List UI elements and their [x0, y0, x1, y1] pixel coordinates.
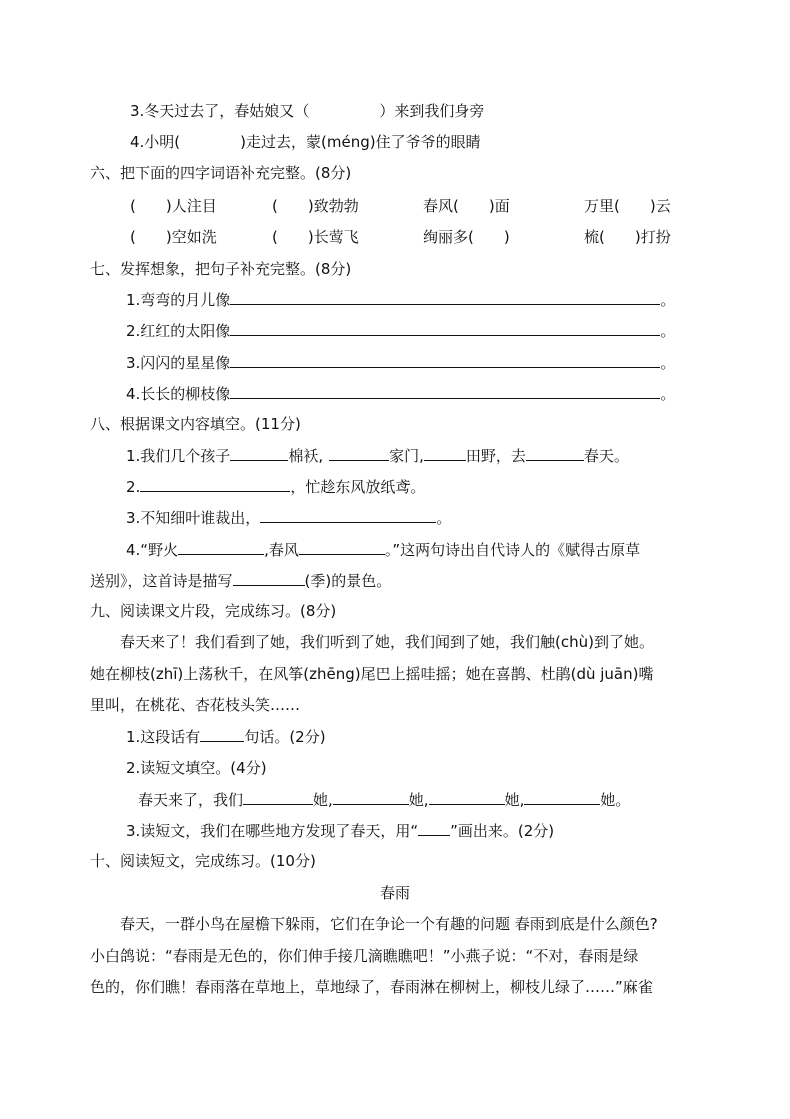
- s8-line-5: [90, 571, 391, 591]
- s7-item-3-blank[interactable]: [230, 353, 660, 368]
- s8-l1-t0: 1.我们几个孩子: [126, 447, 231, 465]
- question-5-3: [130, 101, 484, 121]
- s8-l4-t1: ,春风: [264, 541, 299, 559]
- s10-paragraph-3: 色的，你们瞧！春雨落在草地上，草地绿了，春雨淋在柳树上，柳枝儿绿了……”麻雀: [90, 978, 653, 996]
- s9-question-2: 2.读短文填空。(4分): [126, 759, 267, 777]
- s8-l4-blank-2[interactable]: [299, 540, 385, 555]
- s8-l1-blank-3[interactable]: [424, 446, 466, 461]
- s10-paragraph-1: 春天，一群小鸟在屋檐下躲雨，它们在争论一个有趣的问题 春雨到底是什么颜色?: [120, 915, 658, 933]
- s8-l4-blank-1[interactable]: [178, 540, 264, 555]
- s6-r2-c1[interactable]: ( )空如洗: [130, 228, 217, 246]
- s8-line-2: [126, 477, 425, 497]
- s8-l2-t1: ，忙趁东风放纸鸢。: [290, 478, 426, 496]
- s7-item-3: [126, 353, 675, 373]
- s9-question-1: [126, 727, 326, 747]
- s8-l1-t1: 棉袄,: [288, 447, 324, 465]
- s8-l5-t1: (季)的景色。: [304, 572, 392, 590]
- section-6-heading: 六、把下面的四字词语补充完整。(8分): [90, 164, 352, 182]
- s8-l5-t0: 送别》，这首诗是描写: [90, 572, 233, 590]
- q5-4-text-before: 4.小明(: [130, 133, 181, 151]
- s9-q3-t0: 3.读短文，我们在哪些地方发现了春天，用“: [126, 822, 419, 840]
- s8-l5-blank[interactable]: [233, 571, 305, 586]
- s7-item-1-blank[interactable]: [230, 290, 660, 305]
- s8-line-1: [126, 446, 629, 466]
- s7-item-1: [126, 290, 675, 310]
- s9-paragraph-3: 里叫，在桃花、杏花枝头笑……: [90, 696, 301, 714]
- s9-q3-underline-sample: [418, 821, 450, 836]
- s7-item-4-end: 。: [660, 385, 676, 403]
- section-10-heading: 十、阅读短文，完成练习。(10分): [90, 852, 316, 870]
- s7-item-2: [126, 321, 675, 341]
- s7-item-3-end: 。: [660, 354, 676, 372]
- s9-q2-blank-3[interactable]: [429, 790, 505, 805]
- s9-q2-blank-1[interactable]: [243, 790, 313, 805]
- s9-q2-blank-4[interactable]: [524, 790, 600, 805]
- s7-item-2-end: 。: [660, 322, 676, 340]
- s8-l1-blank-2[interactable]: [329, 446, 389, 461]
- question-5-4: [130, 132, 481, 152]
- s9-q2-blank-2[interactable]: [333, 790, 409, 805]
- s6-r2-c3[interactable]: 绚丽多( ): [423, 228, 510, 246]
- s7-item-1-label: 1.弯弯的月儿像: [126, 291, 231, 309]
- s9-q1-t1: 句话。(2分): [244, 728, 326, 746]
- s9-q2-line: [138, 790, 630, 810]
- s8-l2-blank[interactable]: [140, 477, 290, 492]
- s9-q1-t0: 1.这段话有: [126, 728, 201, 746]
- s8-line-4: [126, 540, 640, 560]
- s8-l3-t0: 3.不知细叶谁裁出，: [126, 509, 261, 527]
- s7-item-4-blank[interactable]: [230, 384, 660, 399]
- s8-line-3: [126, 508, 451, 528]
- s6-r2-c2[interactable]: ( )长莺飞: [272, 228, 359, 246]
- s8-l1-blank-4[interactable]: [526, 446, 584, 461]
- s9-q2-t0: 春天来了，我们: [138, 791, 244, 809]
- s8-l1-t3: 田野，去: [465, 447, 526, 465]
- q5-3-text-after: ）来到我们身旁: [379, 102, 485, 120]
- section-8-heading: 八、根据课文内容填空。(11分): [90, 415, 301, 433]
- s6-r1-c2[interactable]: ( )致勃勃: [272, 197, 359, 215]
- s8-l3-t1: 。: [436, 509, 452, 527]
- s9-q2-t2: 她,: [408, 791, 429, 809]
- s6-r2-c4[interactable]: 梳( )打扮: [584, 228, 671, 246]
- s8-l2-t0: 2.: [126, 478, 141, 496]
- s9-q2-t1: 她,: [313, 791, 333, 809]
- s7-item-4-label: 4.长长的柳枝像: [126, 385, 231, 403]
- s7-item-2-label: 2.红红的太阳像: [126, 322, 231, 340]
- s9-paragraph-2: 她在柳枝(zhī)上荡秋千，在风筝(zhēng)尾巴上摇哇摇；她在喜鹊、杜鹃(dù juān)嘴: [90, 665, 654, 683]
- s7-item-3-label: 3.闪闪的星星像: [126, 354, 231, 372]
- s6-r1-c3[interactable]: 春风( )面: [423, 197, 510, 215]
- s8-l4-t2: 。”这两句诗出自代诗人的《赋得古原草: [384, 541, 641, 559]
- s9-q1-blank[interactable]: [200, 727, 244, 742]
- s7-item-2-blank[interactable]: [230, 321, 660, 336]
- q5-3-text-before: 3.冬天过去了，春姑娘又（: [130, 102, 310, 120]
- s8-l4-t0: 4.“野火: [126, 541, 179, 559]
- section-7-heading: 七、发挥想象，把句子补充完整。(8分): [90, 260, 352, 278]
- section-9-heading: 九、阅读课文片段，完成练习。(8分): [90, 602, 337, 620]
- s9-q3-t1: ”画出来。(2分): [450, 822, 555, 840]
- s7-item-1-end: 。: [660, 291, 676, 309]
- s6-r1-c1[interactable]: ( )人注目: [130, 197, 217, 215]
- s9-q2-t3: 她,: [504, 791, 525, 809]
- passage-title: 春雨: [379, 884, 410, 902]
- s8-l3-blank[interactable]: [260, 508, 436, 523]
- s9-paragraph-1: 春天来了！我们看到了她，我们听到了她，我们闻到了她，我们触(chù)到了她。: [120, 633, 654, 651]
- s6-r1-c4[interactable]: 万里( )云: [584, 197, 671, 215]
- s10-paragraph-2: 小白鸽说：“春雨是无色的，你们伸手接几滴瞧瞧吧！”小燕子说：“不对，春雨是绿: [90, 947, 639, 965]
- s8-l1-blank-1[interactable]: [230, 446, 288, 461]
- q5-4-text-after: )走过去，蒙(méng)住了爷爷的眼睛: [240, 133, 481, 151]
- s9-q2-t4: 她。: [600, 791, 631, 809]
- s9-question-3: [126, 821, 554, 841]
- s8-l1-t4: 春天。: [583, 447, 629, 465]
- s7-item-4: [126, 384, 675, 404]
- s8-l1-t2: 家门,: [389, 447, 424, 465]
